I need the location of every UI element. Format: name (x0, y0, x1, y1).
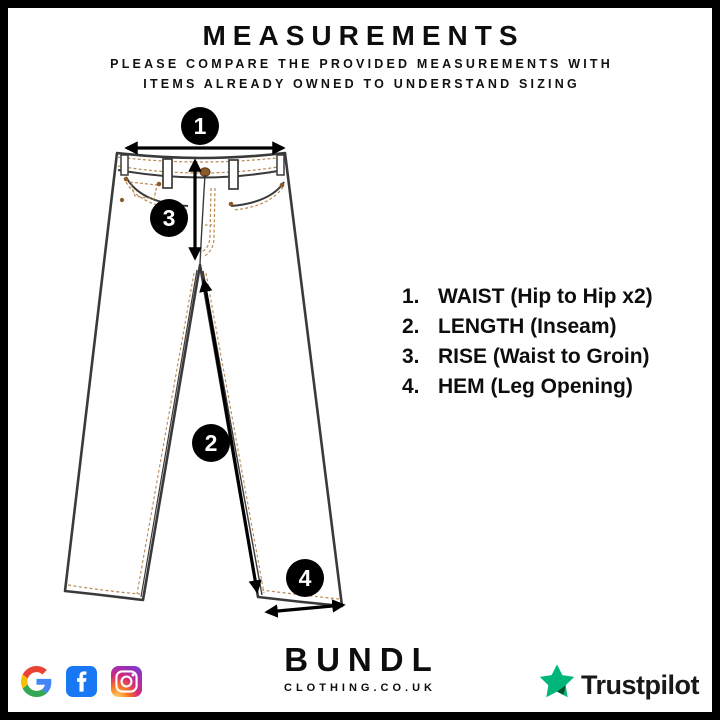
brand-domain: CLOTHING.CO.UK (284, 682, 436, 694)
brand-logo (238, 641, 478, 694)
badge-waist: 1 (181, 107, 219, 145)
belt-loop (121, 155, 128, 175)
legend-item-rise (402, 345, 653, 375)
facebook-icon (66, 666, 97, 697)
instagram-icon (111, 666, 142, 697)
legend-number: 3. (402, 345, 420, 368)
legend-item-waist (402, 285, 653, 315)
legend-label: HEM (Leg Opening) (438, 375, 633, 398)
legend-number: 2. (402, 315, 420, 338)
legend-number: 1. (402, 285, 420, 308)
subtitle-line-2: ITEMS ALREADY OWNED TO UNDERSTAND SIZING (143, 77, 580, 91)
brand-name: BUNDL (284, 641, 440, 678)
jeans-diagram (55, 105, 355, 630)
measurement-legend (402, 285, 653, 405)
belt-loop (277, 155, 284, 175)
legend-item-hem (402, 375, 653, 405)
belt-loop (229, 160, 238, 189)
subtitle-line-1: PLEASE COMPARE THE PROVIDED MEASUREMENTS WITH (110, 57, 613, 71)
badge-length: 2 (192, 424, 230, 462)
rivet (280, 183, 285, 188)
trustpilot-logo (538, 664, 699, 706)
google-icon (21, 666, 52, 697)
legend-item-length (402, 315, 653, 345)
legend-label: RISE (Waist to Groin) (438, 345, 650, 368)
page-title: MEASUREMENTS (202, 20, 525, 51)
trustpilot-wordmark: Trustpilot (581, 669, 699, 700)
jeans-button (200, 168, 210, 176)
legend-label: WAIST (Hip to Hip x2) (438, 285, 653, 308)
hem-measure-arrow (267, 605, 343, 612)
social-icons (21, 666, 142, 697)
belt-loop (163, 159, 172, 188)
legend-label: LENGTH (Inseam) (438, 315, 617, 338)
rivet (157, 182, 162, 187)
trustpilot-star-icon (538, 664, 576, 706)
badge-hem: 4 (286, 559, 324, 597)
legend-number: 4. (402, 375, 420, 398)
rivet (120, 198, 124, 202)
rivet (229, 202, 234, 207)
rivet (124, 177, 129, 182)
badge-rise: 3 (150, 199, 188, 237)
jeans-outline (65, 153, 342, 606)
